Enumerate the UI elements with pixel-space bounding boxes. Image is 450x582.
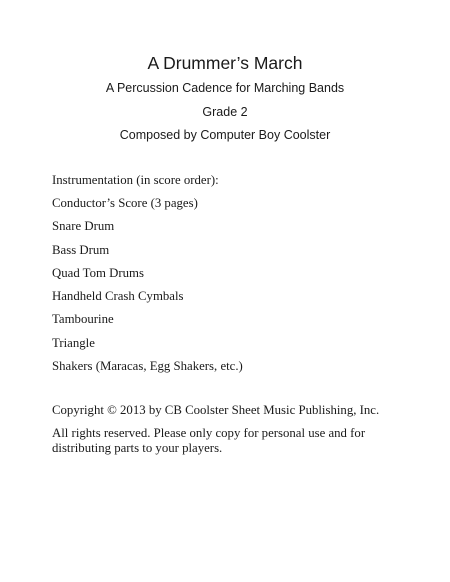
instrument-item-bass-drum: Bass Drum <box>52 242 110 257</box>
subtitle: A Percussion Cadence for Marching Bands <box>105 81 345 95</box>
instrumentation-heading: Instrumentation (in score order): <box>52 173 219 187</box>
rights-notice: All rights reserved. Please only copy for personal use and for distributing parts to your players. <box>52 426 366 455</box>
instrument-item-conductor-score: Conductor’s Score (3 pages) <box>52 196 198 210</box>
composer-credit: Composed by Computer Boy Coolster <box>119 128 331 142</box>
instrument-item-quad-tom-drums: Quad Tom Drums <box>52 265 144 280</box>
instrument-item-tambourine: Tambourine <box>52 312 114 327</box>
instrument-item-triangle: Triangle <box>52 335 95 350</box>
instrument-item-snare-drum: Snare Drum <box>52 219 115 234</box>
instrument-item-shakers: Shakers (Maracas, Egg Shakers, etc.) <box>52 359 243 374</box>
page-title: A Drummer’s March <box>147 53 303 73</box>
grade-level: Grade 2 <box>202 105 248 119</box>
copyright-notice: Copyright © 2013 by CB Coolster Sheet Music Publishing, Inc. <box>52 403 380 417</box>
instrument-item-crash-cymbals: Handheld Crash Cymbals <box>52 289 184 304</box>
instrumentation-list <box>52 196 243 382</box>
